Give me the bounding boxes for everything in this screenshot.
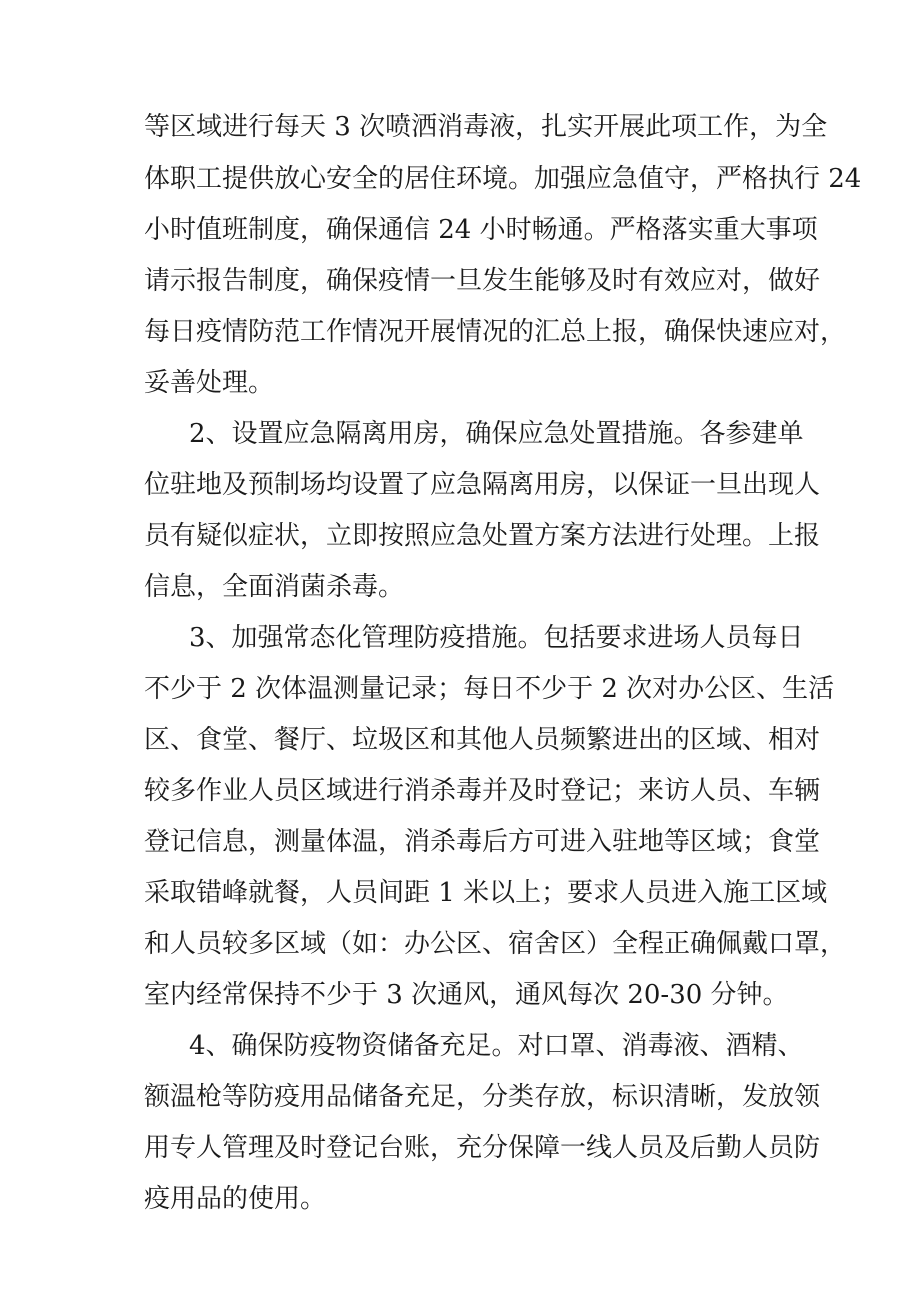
paragraph-1-line-1: 等区域进行每天 3 次喷洒消毒液，扎实开展此项工作，为全 xyxy=(144,112,828,142)
paragraph-4-line-1: 4、确保防疫物资储备充足。对口罩、消毒液、酒精、 xyxy=(189,1031,804,1061)
paragraph-3-line-7: 和人员较多区域（如：办公区、宿舍区）全程正确佩戴口罩， xyxy=(144,929,847,959)
paragraph-3-line-6: 采取错峰就餐，人员间距 1 米以上；要求人员进入施工区域 xyxy=(144,878,828,908)
paragraph-2-line-1: 2、设置应急隔离用房，确保应急处置措施。各参建单 xyxy=(189,419,804,449)
paragraph-2-line-2: 位驻地及预制场均设置了应急隔离用房，以保证一旦出现人 xyxy=(144,470,821,500)
paragraph-1-line-6: 妥善处理。 xyxy=(144,368,275,398)
paragraph-4-line-4: 疫用品的使用。 xyxy=(144,1184,327,1214)
paragraph-1-line-3: 小时值班制度，确保通信 24 小时畅通。严格落实重大事项 xyxy=(144,215,818,245)
paragraph-3-line-2: 不少于 2 次体温测量记录；每日不少于 2 次对办公区、生活 xyxy=(144,674,835,704)
paragraph-1-line-4: 请示报告制度，确保疫情一旦发生能够及时有效应对，做好 xyxy=(144,266,821,296)
paragraph-1-line-5: 每日疫情防范工作情况开展情况的汇总上报，确保快速应对， xyxy=(144,317,847,347)
paragraph-4-line-3: 用专人管理及时登记台账，充分保障一线人员及后勤人员防 xyxy=(144,1133,821,1163)
paragraph-1-line-2: 体职工提供放心安全的居住环境。加强应急值守，严格执行 24 xyxy=(144,164,862,194)
paragraph-3-line-5: 登记信息，测量体温，消杀毒后方可进入驻地等区域；食堂 xyxy=(144,827,821,857)
paragraph-4-line-2: 额温枪等防疫用品储备充足，分类存放，标识清晰，发放领 xyxy=(144,1082,821,1112)
paragraph-3-line-1: 3、加强常态化管理防疫措施。包括要求进场人员每日 xyxy=(189,623,804,653)
paragraph-2-line-3: 员有疑似症状，立即按照应急处置方案方法进行处理。上报 xyxy=(144,521,821,551)
paragraph-3-line-4: 较多作业人员区域进行消杀毒并及时登记；来访人员、车辆 xyxy=(144,776,821,806)
paragraph-3-line-3: 区、食堂、餐厅、垃圾区和其他人员频繁进出的区域、相对 xyxy=(144,725,821,755)
paragraph-2-line-4: 信息，全面消菌杀毒。 xyxy=(144,572,405,602)
paragraph-3-line-8: 室内经常保持不少于 3 次通风，通风每次 20-30 分钟。 xyxy=(144,980,789,1010)
